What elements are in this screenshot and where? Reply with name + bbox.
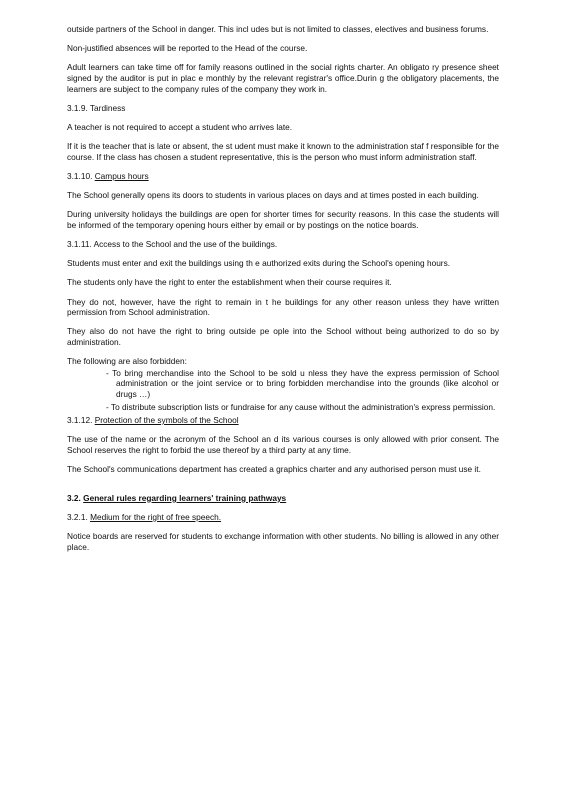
paragraph-forbidden-lead: The following are also forbidden: <box>67 356 187 367</box>
paragraph-notice-boards: Notice boards are reserved for students to exchange information with other students. No billing is allowed in any other place. <box>67 531 499 552</box>
list-item: - To bring merchandise into the School to be sold u nless they have the express permission of School administration or the joint service or to bring forbidden merchandise into the grounds (like alcohol or drugs …) <box>106 367 499 399</box>
paragraph-access-1: Students must enter and exit the buildings using th e authorized exits during the School's opening hours. <box>67 258 451 269</box>
paragraph-tardiness-2: If it is the teacher that is late or absent, the st udent must make it known to the administration staf f responsible for the course. If the class has chosen a student representative, this is the person who must inform administration staff. <box>67 141 499 162</box>
heading-number: 3.2. <box>67 492 84 503</box>
heading-3-2-1 <box>67 512 499 523</box>
paragraph-access-4: They also do not have the right to bring outside pe ople into the School without being authorized to do so by administration. <box>67 326 499 347</box>
heading-3-2 <box>67 493 499 504</box>
heading-3-1-12 <box>67 415 499 426</box>
paragraph-access-2: The students only have the right to enter the establishment when their course requires it. <box>67 277 392 288</box>
heading-number: 3.2.1. <box>67 511 91 522</box>
paragraph-adult-learners: Adult learners can take time off for family reasons outlined in the social rights charter. An obligato ry presence sheet signed by the auditor is put in plac e monthly by the relevant registrar's office.Durin g the obligatory placements, the learners are subject to the company rules of the company they work in. <box>67 62 499 94</box>
paragraph-partners: outside partners of the School in danger. This incl udes but is not limited to classes, electives and business forums. <box>67 24 489 34</box>
paragraph-absences: Non-justified absences will be reported to the Head of the course. <box>67 43 308 54</box>
document-page <box>67 24 499 561</box>
heading-title: Medium for the right of free speech. <box>90 511 222 522</box>
paragraph-campus-2: During university holidays the buildings are open for shorter times for security reasons. In this case the students will be informed of the temporary opening hours either by email or by postings on the notice boards. <box>67 209 499 230</box>
heading-number: 3.1.10. <box>67 170 95 181</box>
heading-title: General rules regarding learners' training pathways <box>83 492 287 503</box>
paragraph-tardiness-1: A teacher is not required to accept a student who arrives late. <box>67 121 293 132</box>
heading-3-1-10 <box>67 171 499 182</box>
heading-3-1-11: 3.1.11. Access to the School and the use of the buildings. <box>67 239 278 250</box>
heading-title: Protection of the symbols of the School <box>94 415 239 426</box>
heading-3-1-9: 3.1.9. Tardiness <box>67 102 126 113</box>
paragraph-campus-1: The School generally opens its doors to students in various places on days and at times posted in each building. <box>67 190 479 201</box>
paragraph-access-3: They do not, however, have the right to remain in t he buildings for any other reason unless they have written permission from School administration. <box>67 296 499 318</box>
list-item: - To distribute subscription lists or fundraise for any cause without the administration's express permission. <box>106 401 496 412</box>
paragraph-symbols-1: The use of the name or the acronym of the School an d its various courses is only allowed with prior consent. The School reserves the right to forbid the use thereof by a third party at any time. <box>67 434 499 455</box>
heading-number: 3.1.12. <box>67 415 95 426</box>
heading-title: Campus hours <box>94 170 149 181</box>
forbidden-list <box>67 368 499 412</box>
paragraph-symbols-2: The School's communications department has created a graphics charter and any authorised person must use it. <box>67 464 481 475</box>
